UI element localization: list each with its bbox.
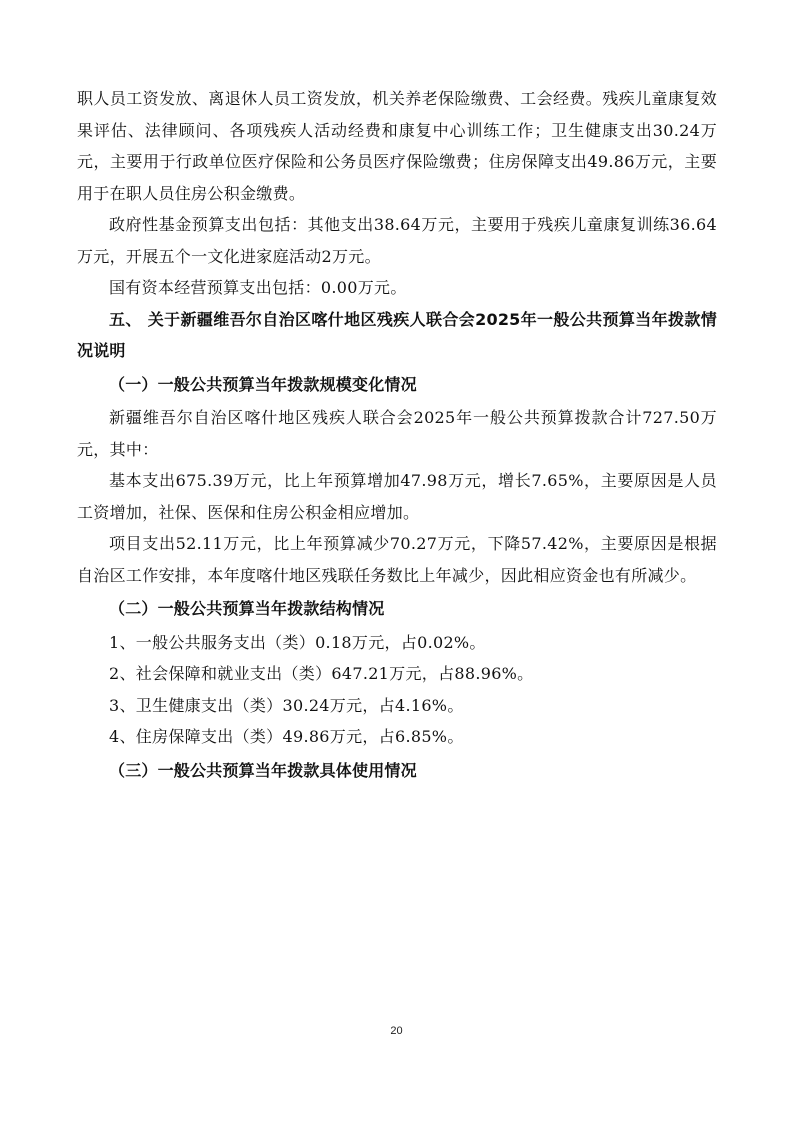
subsection-heading-scale: （一）一般公共预算当年拨款规模变化情况 — [109, 374, 417, 394]
page-number: 20 — [390, 1025, 403, 1037]
list-item: 2、社会保障和就业支出（类）647.21万元，占88.96%。 — [109, 664, 534, 683]
paragraph-basic-expenditure: 基本支出675.39万元，比上年预算增加47.98万元，增长7.65%，主要原因是人员工资增加，社保、医保和住房公积金相应增加。 — [77, 471, 717, 522]
paragraph-state-capital: 国有资本经营预算支出包括：0.00万元。 — [109, 278, 407, 297]
subsection-heading-structure: （二）一般公共预算当年拨款结构情况 — [109, 599, 385, 618]
document-body — [77, 83, 717, 788]
list-item: 3、卫生健康支出（类）30.24万元，占4.16%。 — [109, 695, 464, 715]
paragraph-total-appropriation: 新疆维吾尔自治区喀什地区残疾人联合会2025年一般公共预算拨款合计727.50万元，其中： — [77, 408, 717, 459]
list-item: 4、住房保障支出（类）49.86万元，占6.85%。 — [109, 727, 464, 746]
subsection-heading-usage: （三）一般公共预算当年拨款具体使用情况 — [109, 760, 417, 780]
paragraph-project-expenditure: 项目支出52.11万元，比上年预算减少70.27万元，下降57.42%，主要原因是根据自治区工作安排，本年度喀什地区残联任务数比上年减少，因此相应资金也有所减少。 — [77, 534, 717, 585]
paragraph-staff-expenses: 职人员工资发放、离退休人员工资发放，机关养老保险缴费、工会经费。残疾儿童康复效果评估、法律顾问、各项残疾人活动经费和康复中心训练工作；卫生健康支出30.24万元，主要用于行政单位医疗保险和公务员医疗保险缴费；住房保障支出49.86万元，主要用于在职人员住房公积金缴费。 — [77, 89, 717, 203]
section-heading-5: 五、 关于新疆维吾尔自治区喀什地区残疾人联合会2025年一般公共预算当年拨款情况说明 — [77, 309, 717, 360]
list-item: 1、一般公共服务支出（类）0.18万元，占0.02%。 — [109, 632, 486, 652]
paragraph-government-fund: 政府性基金预算支出包括：其他支出38.64万元，主要用于残疾儿童康复训练36.64万元，开展五个一文化进家庭活动2万元。 — [77, 215, 717, 266]
